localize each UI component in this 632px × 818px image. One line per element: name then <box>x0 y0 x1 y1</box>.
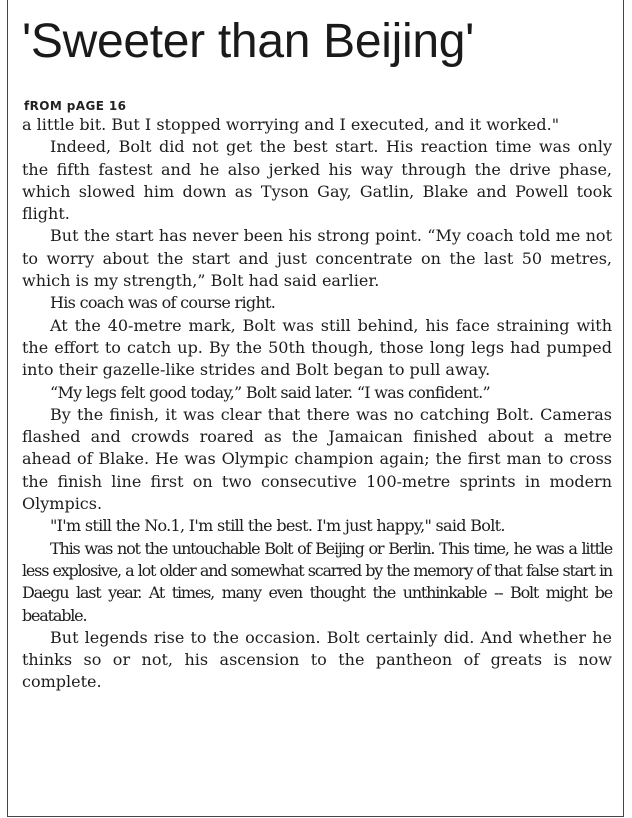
paragraph-2: Indeed, Bolt did not get the best start. His reaction time was only the fifth fastest and he also jerked his way through the drive phase, which slowed him down as Tyson Gay, Gatlin, Blake and Powell took flight. <box>22 137 612 224</box>
paragraph-3: But the start has never been his strong point. “My coach told me not to worry about the start and just concentrate on the last 50 metres, which is my strength,” Bolt had said earlier. <box>22 226 612 291</box>
paragraph-5: At the 40-metre mark, Bolt was still behind, his face straining with the effort to catch up. By the 50th though, those long legs had pumped into their gazelle-like strides and Bolt began to pull away. <box>22 315 612 380</box>
paragraph-8: "I'm still the No.1, I'm still the best. I'm just happy," said Bolt. <box>50 516 505 536</box>
paragraph-7: By the finish, it was clear that there was no catching Bolt. Cameras flashed and crowds roared as the Jamaican finished about a metre ahead of Blake. He was Olympic champion again; the first man to cross the finish line first on two consecutive 100-metre sprints in modern Olympics. <box>22 404 612 514</box>
paragraph-9: This was not the untouchable Bolt of Beijing or Berlin. This time, he was a little less explosive, a lot older and somewhat scarred by the memory of that false start in Daegu last year. At times, many even thought the unthinkable -- Bolt might be beatable. <box>22 538 612 625</box>
article-body <box>22 114 612 694</box>
paragraph-1: a little bit. But I stopped worrying and I executed, and it worked." <box>22 115 560 134</box>
headline: 'Sweeter than Beijing' <box>22 15 475 68</box>
paragraph-6: “My legs felt good today,” Bolt said later. “I was confident.” <box>50 382 490 402</box>
paragraph-4: His coach was of course right. <box>50 293 276 313</box>
continued-from-label: fROM pAGE 16 <box>24 99 127 113</box>
paragraph-10: But legends rise to the occasion. Bolt certainly did. And whether he thinks so or not, his ascension to the pantheon of greats is now complete. <box>22 627 612 692</box>
